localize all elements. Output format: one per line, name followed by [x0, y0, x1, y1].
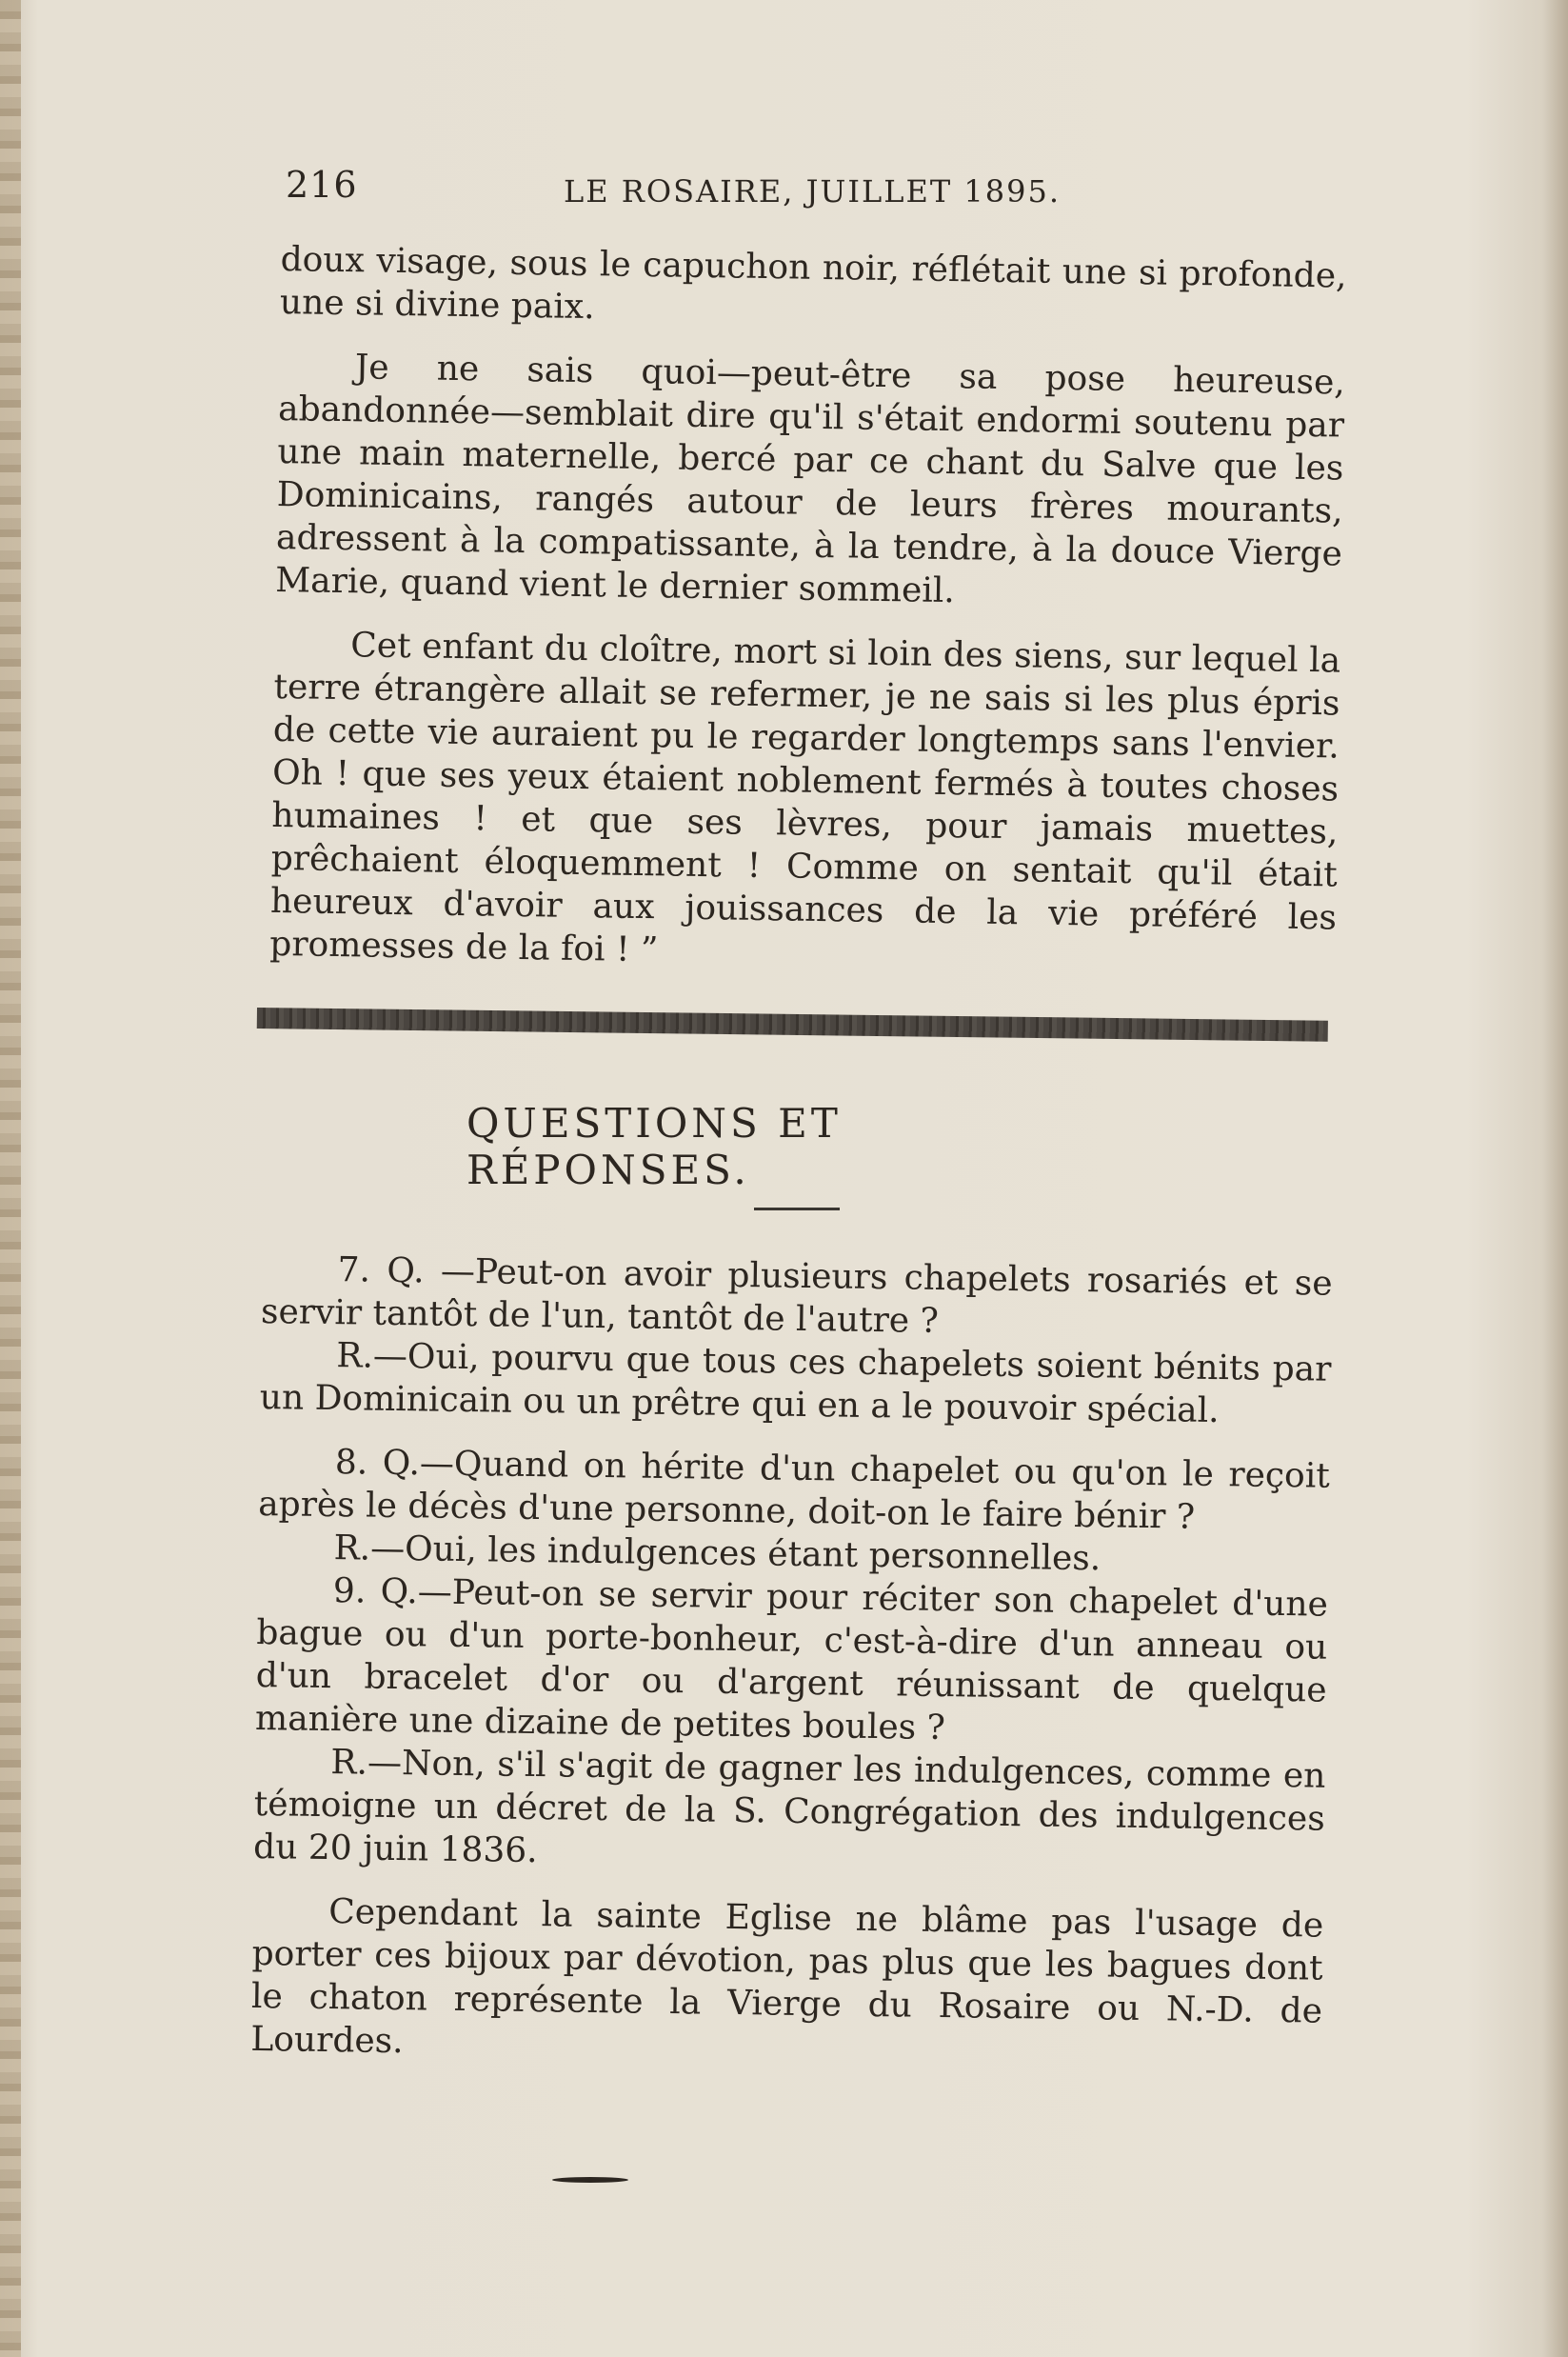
- page-header: [286, 152, 1076, 210]
- answer: R.—Oui, les indulgences étant personnelles.: [333, 1528, 1102, 1579]
- section-title: QUESTIONS ET RÉPONSES.: [466, 1100, 842, 1193]
- section-divider-rule: [257, 1008, 1328, 1042]
- paragraph: doux visage, sous le capuchon noir, réflétait une si profonde, une si divine paix.: [279, 239, 1347, 328]
- paragraph: Cet enfant du cloître, mort si loin des siens, sur lequel la terre étrangère allait se refermer, je ne sais si les plus épris de cette vie auraient pu le regarder longtemps sans l'envier. Oh ! que ses yeux étaient noblement fermés à toutes choses humaines ! et que ses lèvres, pour jamais muettes, prêchaient éloquemment ! Comme on sentait qu'il était heureux d'avoir aux jouissances de la vie préféré les promesses de la foi ! ”: [269, 626, 1341, 970]
- page-binding-edge: [0, 0, 21, 2357]
- running-title: LE ROSAIRE, JUILLET 1895.: [564, 173, 1061, 210]
- questions-answers: [250, 1248, 1333, 2076]
- ornament-mark: [552, 2177, 628, 2183]
- page-number: 216: [286, 164, 358, 206]
- answer: R.—Oui, pourvu que tous ces chapelets soient bénits par un Dominicain ou un prêtre qui en a le pouvoir spécial.: [259, 1336, 1332, 1431]
- title-underline-rule: [754, 1208, 840, 1210]
- paragraph: Cependant la sainte Eglise ne blâme pas l'usage de porter ces bijoux par dévotion, pas plus que les bagues dont le chaton représente la Vierge du Rosaire ou N.-D. de Lourdes.: [250, 1892, 1324, 2062]
- question: 8. Q.—Quand on hérite d'un chapelet ou qu'on le reçoit après le décès d'une personne, doit-on le faire bénir ?: [257, 1443, 1331, 1537]
- paragraph: Je ne sais quoi—peut-être sa pose heureuse, abandonnée—semblait dire qu'il s'était endormi soutenu par une main maternelle, bercé par ce chant du Salve que les Dominicains, rangés autour de leurs frères mourants, adressent à la compatissante, à la tendre, à la douce Vierge Marie, quand vient le dernier sommeil.: [275, 348, 1346, 611]
- question: 9. Q.—Peut-on se servir pour réciter son chapelet d'une bague ou d'un porte-bonheur, c'est-à-dire d'un anneau ou d'un bracelet d'or ou d'argent réunissant de quelque manière une dizaine de petites boules ?: [254, 1571, 1329, 1748]
- narrative-text: [269, 238, 1347, 982]
- question: 7. Q. —Peut-on avoir plusieurs chapelets rosariés et se servir tantôt de l'un, tantôt de l'autre ?: [260, 1250, 1333, 1341]
- answer: R.—Non, s'il s'agit de gagner les indulgences, comme en témoigne un décret de la S. Congrégation des indulgences du 20 juin 1836.: [252, 1743, 1326, 1871]
